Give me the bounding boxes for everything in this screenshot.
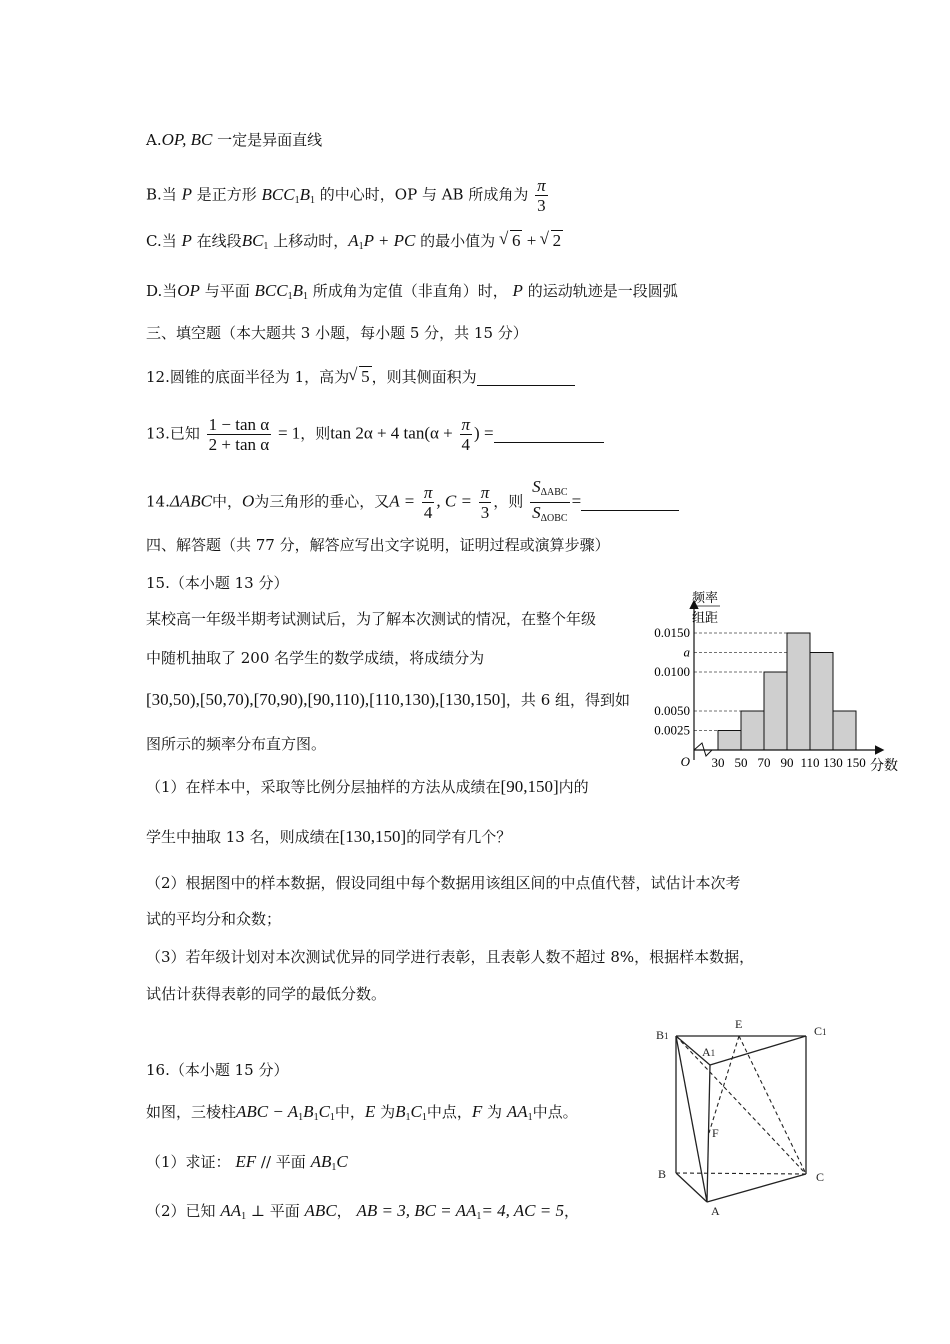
section-3-heading: 三、填空题（本大题共 3 小题，每小题 5 分，共 15 分） <box>146 324 528 342</box>
q15-sub-3b: 试估计获得表彰的同学的最低分数。 <box>146 985 387 1003</box>
edge-a1-a <box>707 1065 710 1202</box>
x-tick-label: 150 <box>846 755 866 770</box>
answer-blank-12[interactable] <box>477 385 575 386</box>
label-a1: A1 <box>702 1045 716 1059</box>
answer-blank-14[interactable] <box>581 510 679 511</box>
x-tick-label: 50 <box>734 755 748 770</box>
section-4-heading: 四、解答题（共 77 分，解答应写出文字说明，证明过程或演算步骤） <box>146 536 610 554</box>
option-a-text: 一定是异面直线 <box>217 131 323 149</box>
option-b: B.当 P 是正方形 $BCC_1B_1$ 的中心时，OP 与 AB 所成角为 $\frac{\pi}{3}$ <box>146 176 546 215</box>
histogram-bar-110-130 <box>810 653 833 751</box>
edge-a-c <box>707 1174 806 1202</box>
q15-para-3: [30,50),[50,70),[70,90),[90,110),[110,130),[130,150]，共 6 组，得到如 <box>146 690 631 709</box>
question-13: 13.已知 $\frac{\text{1 − tan α}}{\text{2 + tan α}}$ = 1，则tan 2α + 4 tan(α + $\frac{\pi}{4}$ ) = <box>146 415 604 454</box>
y-tick-label: a <box>683 644 690 660</box>
q15-sub-3a: （3）若年级计划对本次测试优异的同学进行表彰，且表彰人数不超过 8%，根据样本数据， <box>146 948 755 966</box>
q15-sub-1b: 学生中抽取 13 名，则成绩在[130,150]的同学有几个？ <box>146 827 512 846</box>
label-c1: C1 <box>814 1024 827 1038</box>
option-d: D.当OP 与平面 $BCC_1B_1$ 所成角为定值（非直角）时， P 的运动轨迹是一段圆弧 <box>146 281 678 302</box>
y-label-top: 频率 <box>691 590 719 605</box>
q16-sub-1: （1）求证： EF // 平面 $AB_1C$ <box>146 1152 348 1173</box>
q15-title: 15.（本小题 13 分） <box>146 574 289 592</box>
area-ratio: $\frac{S_{\Delta ABC}}{S_{\Delta OBC}}$ <box>532 477 568 524</box>
x-axis-label: 分数 <box>870 759 898 774</box>
triangular-prism-figure <box>650 1015 850 1215</box>
question-14: 14.ΔABC中，O为三角形的垂心，又A = $\frac{\pi}{4}$ , C = $\frac{\pi}{3}$ ，则 $\frac{S_{\Delta ABC}}{S_{\Delta OBC}}$ = <box>146 477 679 528</box>
q15-para-2: 中随机抽取了 200 名学生的数学成绩，将成绩分为 <box>146 649 485 667</box>
y-label-bottom: 组距 <box>691 610 719 625</box>
histogram-bar-70-90 <box>764 672 787 750</box>
label-c: C <box>816 1170 825 1184</box>
answer-blank-13[interactable] <box>494 442 604 443</box>
label-e: E <box>735 1017 743 1031</box>
histogram-bar-30-50 <box>718 731 741 751</box>
option-a-label: A. <box>146 131 162 149</box>
q16-title: 16.（本小题 15 分） <box>146 1061 289 1079</box>
histogram-bar-130-150 <box>833 711 856 750</box>
q16-sub-2: （2）已知 $AA_1$ ⊥ 平面 ABC， AB = 3, BC = $AA_1= 4$, AC = 5， <box>146 1201 579 1222</box>
histogram-bar-50-70 <box>741 711 764 750</box>
histogram-bar-90-110 <box>787 633 810 750</box>
option-a: A.OP, BC 一定是异面直线 <box>146 130 323 149</box>
x-tick-label: 30 <box>711 755 725 770</box>
edge-a1-c1 <box>710 1036 806 1065</box>
label-b1: B1 <box>656 1028 669 1042</box>
q15-sub-2a: （2）根据图中的样本数据，假设同组中每个数据用该组区间的中点值代替，试估计本次考 <box>146 874 741 892</box>
hidden-b1-c <box>676 1036 806 1174</box>
q16-para-1: 如图，三棱柱ABC − $A_1B_1C_1$中，E 为$B_1C_1$中点，F 为 $AA_1$中点。 <box>146 1102 578 1123</box>
y-tick-label: 0.0050 <box>654 703 690 718</box>
pi-over-3: $\frac{\pi}{3}$ <box>537 176 546 215</box>
question-12: 12.圆锥的底面半径为 1，高为√ 5 ，则其侧面积为 <box>146 366 575 388</box>
q15-sub-1a: （1）在样本中，采取等比例分层抽样的方法从成绩在[90,150]内的 <box>146 777 589 796</box>
q15-para-4: 图所示的频率分布直方图。 <box>146 735 327 753</box>
label-f: F <box>712 1126 719 1140</box>
frequency-histogram <box>646 588 906 778</box>
q15-sub-2b: 试的平均分和众数； <box>146 910 282 928</box>
q15-para-1: 某校高一年级半期考试测试后，为了解本次测试的情况，在整个年级 <box>146 610 597 628</box>
label-b: B <box>658 1167 667 1181</box>
label-a: A <box>711 1204 720 1215</box>
x-tick-label: 70 <box>757 755 771 770</box>
x-tick-label: 90 <box>780 755 794 770</box>
x-tick-label: 130 <box>823 755 843 770</box>
hidden-b-c <box>676 1173 806 1174</box>
option-c: C.当 P 在线段$BC_1$ 上移动时，$A_1P$ + PC 的最小值为 √ 6 + √ 2 <box>146 230 563 258</box>
hidden-e-c <box>739 1036 806 1174</box>
y-tick-label: 0.0150 <box>654 625 690 640</box>
origin-label: O <box>680 754 690 769</box>
x-tick-label: 110 <box>800 755 820 770</box>
y-tick-label: 0.0025 <box>654 722 690 738</box>
y-tick-label: 0.0100 <box>654 664 690 679</box>
